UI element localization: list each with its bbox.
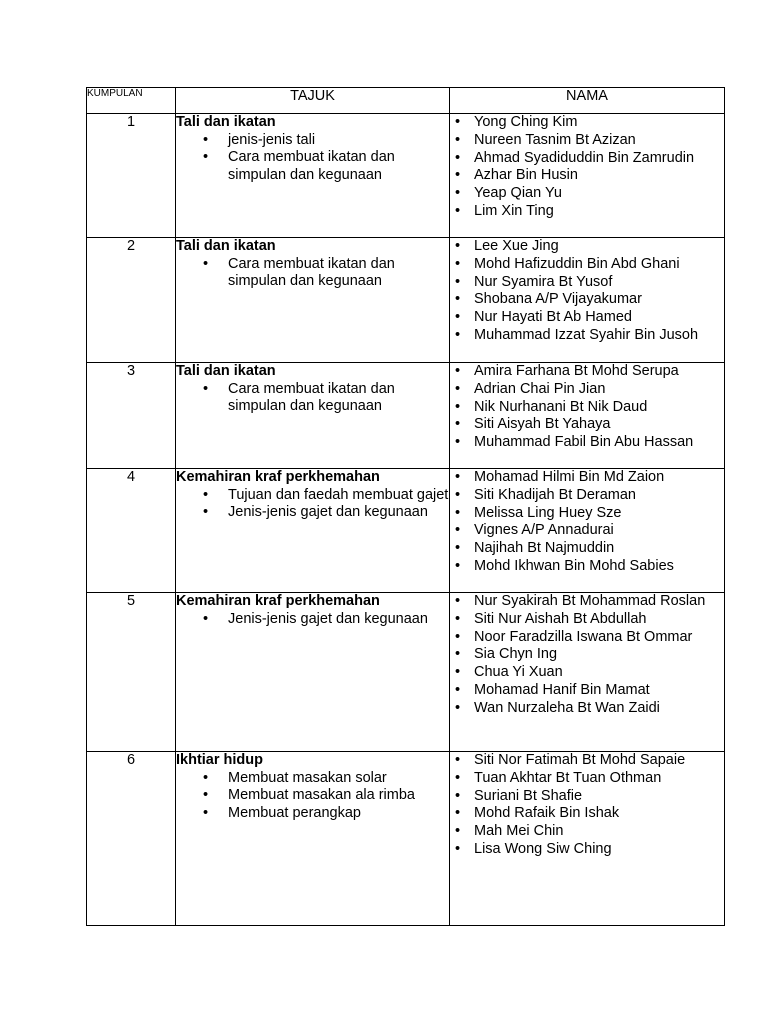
name-list <box>450 238 724 345</box>
group-topic-cell <box>176 593 450 752</box>
topic-list <box>176 770 449 823</box>
group-row <box>87 363 725 469</box>
group-number: 5 <box>87 593 176 752</box>
member-name: • Lim Xin Ting <box>474 203 724 221</box>
group-row <box>87 238 725 363</box>
topic-list <box>176 132 449 185</box>
group-table <box>86 87 725 926</box>
member-name: • Mah Mei Chin <box>474 823 724 841</box>
group-names-cell <box>450 593 725 752</box>
member-name: • Wan Nurzaleha Bt Wan Zaidi <box>474 700 724 718</box>
member-name: • Tuan Akhtar Bt Tuan Othman <box>474 770 724 788</box>
topic-item: • Cara membuat ikatan dan simpulan dan kegunaan <box>228 381 449 416</box>
group-number: 2 <box>87 238 176 363</box>
member-name: • Lee Xue Jing <box>474 238 724 256</box>
member-name: • Chua Yi Xuan <box>474 664 724 682</box>
member-name: • Najihah Bt Najmuddin <box>474 540 724 558</box>
topic-item: • Membuat masakan solar <box>228 770 449 788</box>
topic-item: • Cara membuat ikatan dan simpulan dan kegunaan <box>228 149 449 184</box>
name-list <box>450 469 724 576</box>
name-list <box>450 752 724 859</box>
member-name: • Siti Aisyah Bt Yahaya <box>474 416 724 434</box>
topic-title: Kemahiran kraf perkhemahan <box>176 469 380 485</box>
member-name: • Nur Syamira Bt Yusof <box>474 274 724 292</box>
member-name: • Ahmad Syadiduddin Bin Zamrudin <box>474 150 724 168</box>
member-name: • Nur Syakirah Bt Mohammad Roslan <box>474 593 724 611</box>
member-name: • Nik Nurhanani Bt Nik Daud <box>474 399 724 417</box>
member-name: • Siti Khadijah Bt Deraman <box>474 487 724 505</box>
group-number: 6 <box>87 752 176 926</box>
group-names-cell <box>450 752 725 926</box>
group-topic-cell <box>176 752 450 926</box>
group-topic-cell <box>176 363 450 469</box>
group-row <box>87 593 725 752</box>
member-name: • Amira Farhana Bt Mohd Serupa <box>474 363 724 381</box>
group-names-cell <box>450 363 725 469</box>
member-name: • Sia Chyn Ing <box>474 646 724 664</box>
member-name: • Shobana A/P Vijayakumar <box>474 291 724 309</box>
member-name: • Mohamad Hilmi Bin Md Zaion <box>474 469 724 487</box>
group-number: 1 <box>87 114 176 238</box>
member-name: • Muhammad Fabil Bin Abu Hassan <box>474 434 724 452</box>
member-name: • Noor Faradzilla Iswana Bt Ommar <box>474 629 724 647</box>
group-number: 3 <box>87 363 176 469</box>
group-topic-cell <box>176 238 450 363</box>
topic-title: Tali dan ikatan <box>176 363 276 379</box>
topic-item: • Membuat perangkap <box>228 805 449 823</box>
topic-list <box>176 611 449 629</box>
member-name: • Suriani Bt Shafie <box>474 788 724 806</box>
member-name: • Mohd Hafizuddin Bin Abd Ghani <box>474 256 724 274</box>
header-tajuk: TAJUK <box>176 88 450 114</box>
topic-title: Tali dan ikatan <box>176 114 276 130</box>
group-names-cell <box>450 114 725 238</box>
group-rows <box>87 114 725 926</box>
topic-item: • Jenis-jenis gajet dan kegunaan <box>228 504 449 522</box>
member-name: • Yeap Qian Yu <box>474 185 724 203</box>
topic-item: • Tujuan dan faedah membuat gajet <box>228 487 449 505</box>
topic-item: • Membuat masakan ala rimba <box>228 787 449 805</box>
member-name: • Nureen Tasnim Bt Azizan <box>474 132 724 150</box>
group-row <box>87 752 725 926</box>
topic-list <box>176 487 449 522</box>
header-kumpulan: KUMPULAN <box>87 88 176 114</box>
topic-item: • Jenis-jenis gajet dan kegunaan <box>228 611 449 629</box>
topic-item: • Cara membuat ikatan dan simpulan dan kegunaan <box>228 256 449 291</box>
member-name: • Lisa Wong Siw Ching <box>474 841 724 859</box>
group-names-cell <box>450 469 725 593</box>
name-list <box>450 593 724 718</box>
member-name: • Nur Hayati Bt Ab Hamed <box>474 309 724 327</box>
topic-list <box>176 381 449 416</box>
member-name: • Siti Nur Aishah Bt Abdullah <box>474 611 724 629</box>
group-topic-cell <box>176 114 450 238</box>
group-topic-cell <box>176 469 450 593</box>
header-nama: NAMA <box>450 88 725 114</box>
member-name: • Mohd Ikhwan Bin Mohd Sabies <box>474 558 724 576</box>
group-row <box>87 114 725 238</box>
topic-title: Tali dan ikatan <box>176 238 276 254</box>
member-name: • Vignes A/P Annadurai <box>474 522 724 540</box>
topic-list <box>176 256 449 291</box>
topic-item: • jenis-jenis tali <box>228 132 449 150</box>
group-names-cell <box>450 238 725 363</box>
member-name: • Muhammad Izzat Syahir Bin Jusoh <box>474 327 724 345</box>
header-row <box>87 88 725 114</box>
member-name: • Yong Ching Kim <box>474 114 724 132</box>
member-name: • Siti Nor Fatimah Bt Mohd Sapaie <box>474 752 724 770</box>
topic-title: Ikhtiar hidup <box>176 752 263 768</box>
member-name: • Adrian Chai Pin Jian <box>474 381 724 399</box>
group-number: 4 <box>87 469 176 593</box>
member-name: • Melissa Ling Huey Sze <box>474 505 724 523</box>
member-name: • Mohamad Hanif Bin Mamat <box>474 682 724 700</box>
name-list <box>450 114 724 221</box>
group-row <box>87 469 725 593</box>
member-name: • Azhar Bin Husin <box>474 167 724 185</box>
member-name: • Mohd Rafaik Bin Ishak <box>474 805 724 823</box>
name-list <box>450 363 724 452</box>
topic-title: Kemahiran kraf perkhemahan <box>176 593 380 609</box>
